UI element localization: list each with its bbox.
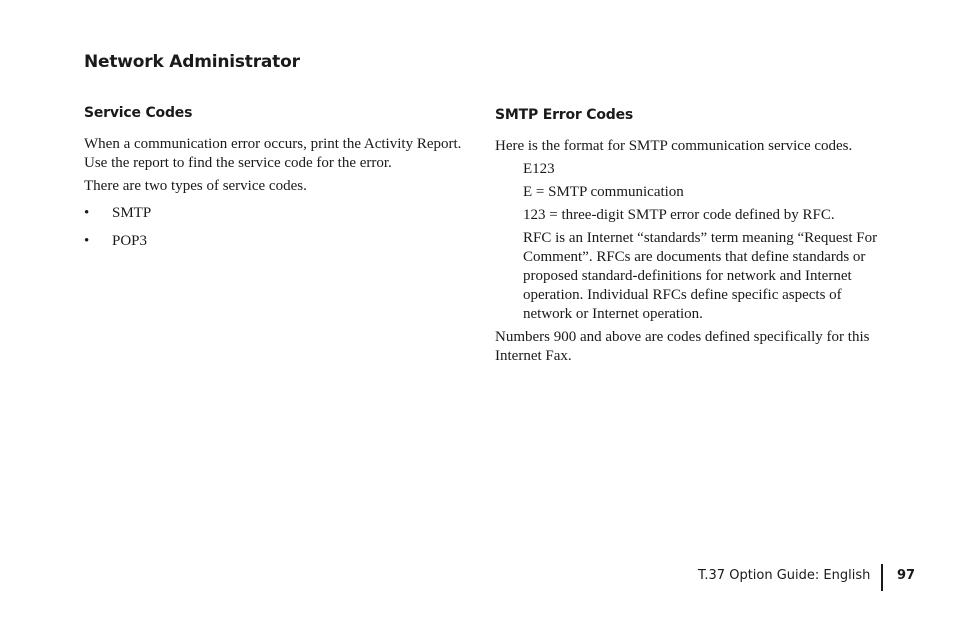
- service-codes-paragraph-2: There are two types of service codes.: [84, 178, 307, 194]
- list-item: [84, 232, 464, 251]
- footer-divider: [881, 564, 883, 591]
- service-code-types-list: [84, 204, 464, 251]
- footer-guide-label: T.37 Option Guide: English: [698, 568, 871, 583]
- bullet-icon: •: [84, 233, 90, 249]
- smtp-definition-123: 123 = three-digit SMTP error code defined by RFC.: [523, 207, 835, 223]
- smtp-definition-e: E = SMTP communication: [523, 184, 684, 200]
- service-codes-heading: Service Codes: [84, 105, 193, 121]
- smtp-error-codes-heading: SMTP Error Codes: [495, 107, 634, 123]
- list-item: [84, 204, 464, 223]
- smtp-intro-paragraph: Here is the format for SMTP communication service codes.: [495, 138, 853, 154]
- list-item-text: SMTP: [112, 205, 152, 221]
- bullet-icon: •: [84, 205, 90, 221]
- rfc-note-paragraph: RFC is an Internet “standards” term meaning “Request For Comment”. RFCs are documents that define standards or proposed standard-definitions for network and Internet operation. Individual RFCs define specific aspects of network or Internet operation.: [523, 230, 878, 322]
- service-codes-section: [84, 105, 464, 260]
- smtp-example-code: E123: [523, 161, 555, 177]
- page-title: Network Administrator: [84, 52, 300, 72]
- numbers-note-paragraph: Numbers 900 and above are codes defined specifically for this Internet Fax.: [495, 329, 870, 364]
- service-codes-paragraph-1: When a communication error occurs, print the Activity Report. Use the report to find the service code for the error.: [84, 136, 462, 171]
- list-item-text: POP3: [112, 233, 148, 249]
- smtp-error-codes-section: [495, 107, 885, 370]
- page-number: 97: [897, 568, 916, 583]
